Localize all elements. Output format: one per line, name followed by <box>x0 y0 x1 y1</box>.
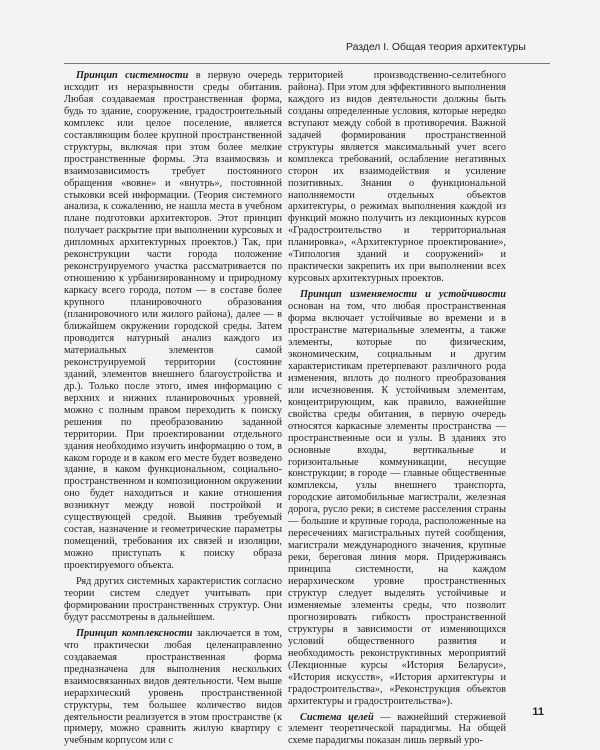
paragraph-system-characteristics <box>64 576 282 624</box>
paragraph-text: территорией производственно-селитебного района). При этом для эффективного выполнения каждого из видов деятельности должны быть созданы определенные условия, которые нередко вступают между собой в противоречия. Важной задачей формирования пространственной структуры является максимальный учет всего комплекса требований, ослабление негативных сторон их взаимодействия и усиление позитивных. Знания о функциональной наполняемости отдельных объектов архитектуры, о режимах выполнения каждой из функций можно получить из лекционных курсов «Градостроительство и территориальная планировка», «Архитектурное проектирование», «Типология зданий и сооружений» и практически закрепить их при выполнении всех курсовых архитектурных проектов. <box>288 70 506 285</box>
term-systemness: Принцип системности <box>76 70 189 81</box>
right-column <box>288 70 506 747</box>
header-rule <box>64 63 550 64</box>
paragraph-complexity <box>64 628 282 748</box>
paragraph-text: в первую очередь исходит из неразрывности среды обитания. Любая создаваемая пространственная форма, будь то здание, сооружение, градостроительный комплекс или целое поселение, является составляющим более крупной пространственной структуры, включая при этом более мелкие пространственные формы. Эта взаимосвязь и взаимозависимость требует постоянного обращения «вовне» и «внутрь», постоянной стыковки всей информации. (Теория системного анализа, к сожалению, не нашла места в учебном плане подготовки архитекторов. Этот принцип получает раскрытие при выполнении курсовых и дипломных архитектурных проектов.) Так, при реконструкции части города положение реконструируемого участка рассматривается по отношению к урбанизированному и природному каркасу всего города, потом — в составе более крупного планировочного образования (планировочного или жилого района), далее — в ближайшем окружении городской среды. Затем проводится натурный анализ каждого из материальных элементов самой реконструируемой территории (состояние зданий, элементов внешнего благоустройства и др.). Только после этого, имея информацию с верхних и нижних планировочных уровней, можно с полным правом переходить к поиску решения по преобразованию заданной территории. При проектировании отдельного здания необходимо изучить информацию о том, в каком городе и в каком его месте будет возведено здание, в каком функциональном, социально-пространственном и композиционном окружении оно будет находиться и какие отношения возникнут между новой постройкой и существующей средой. Выявив требуемый состав, назначение и геометрические параметры помещений, требования их связей и изоляции, можно приступать к поиску образа проектируемого объекта. <box>64 70 282 572</box>
paragraph-variability <box>288 289 506 707</box>
paragraph-text: Ряд других системных характеристик согласно теории систем следует учитывать при формировании пространственных структур. Они будут рассмотрены в дальнейшем. <box>64 576 282 623</box>
running-header <box>346 42 546 64</box>
paragraph-complexity-continued <box>288 70 506 285</box>
paragraph-text: основан на том, что любая пространственная форма включает устойчивые во времени и в пространстве материальные элементы, а также элементы, которые по физическим, экономическим, социальным и другим характеристикам претерпевают различного рода изменения, вплоть до полного преобразования или исчезновения. К устойчивым элементам, концентрирующим, как правило, важнейшие свойства среды обитания, в первую очередь относятся каркасные элементы пространства — пространственные оси и узлы. В зданиях это основные входы, вертикальные и горизонтальные коммуникации, несущие конструкции; в городе — главные общественные комплексы, узлы внешнего транспорта, городские автомобильные магистрали, железная дорога, русло реки; в системе расселения страны — большие и крупные города, расположенные на пересечениях магистральных путей сообщения, магистрали международного значения, крупные реки, береговая линия моря. Придерживаясь принципа системности, на каждом иерархическом уровне пространственных структур следует выделять устойчивые и изменяемые элементы среды, что позволит прогнозировать гибкость пространственной структуры в зависимости от изменяющихся условий общественного развития и необходимость реконструктивных мероприятий (Лекционные курсы «История Беларуси», «История искусств», «История архитектуры и градостроительства», «Реконструкция объектов архитектуры и градостроительства»). <box>288 301 506 707</box>
term-goal-system: Система целей <box>300 711 374 723</box>
term-variability: Принцип изменяемости и устойчивости <box>300 289 506 301</box>
paragraph-systemness <box>64 70 282 572</box>
page-number: 11 <box>532 706 544 718</box>
paragraph-goal-system <box>288 712 506 748</box>
paragraph-text: заключается в том, что практически любая целенаправленно создаваемая пространственная форма предназначена для выполнения нескольких взаимосвязанных видов деятельности. Чем выше иерархический уровень пространственной структуры, тем большее количество видов деятельности реализуется в этом пространстве (к примеру, можно сравнить жилую квартиру с учебным корпусом или с <box>64 627 282 747</box>
section-title: Раздел I. Общая теория архитектуры <box>346 42 526 53</box>
paragraph-text: — важнейший стержневой элемент теоретической парадигмы. На общей схеме парадигмы показан лишь первый уро- <box>288 711 506 747</box>
term-complexity: Принцип комплексности <box>76 627 193 639</box>
left-column <box>64 70 282 747</box>
